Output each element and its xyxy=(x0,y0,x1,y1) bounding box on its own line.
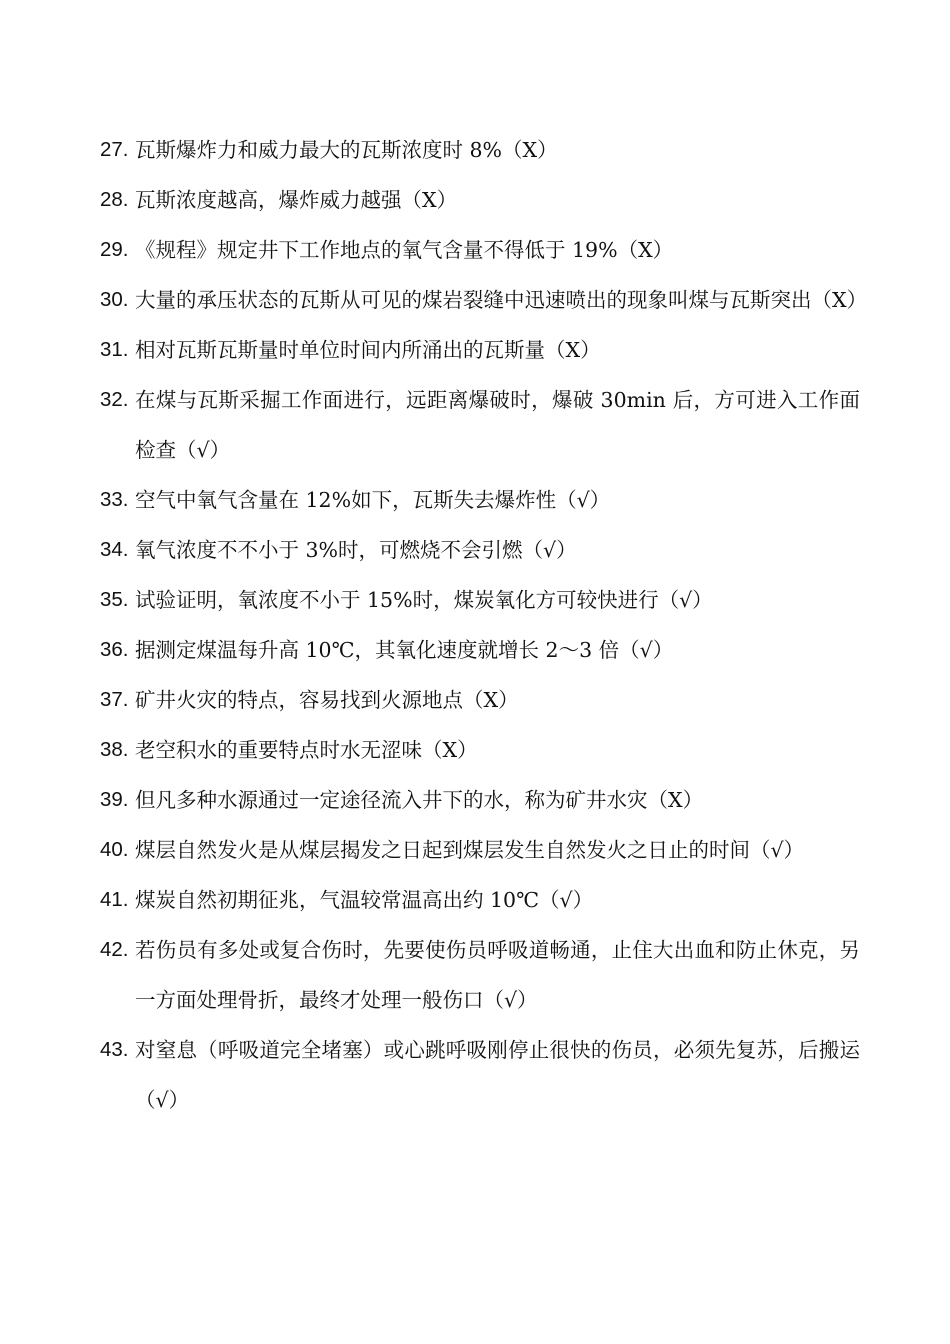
item-text: 但凡多种水源通过一定途径流入井下的水，称为矿井水灾（X） xyxy=(135,788,704,812)
item-number: 42. xyxy=(100,938,129,961)
list-item xyxy=(100,125,860,175)
item-number: 41. xyxy=(100,888,129,911)
list-item xyxy=(100,875,860,925)
item-text: 相对瓦斯瓦斯量时单位时间内所涌出的瓦斯量（X） xyxy=(135,338,601,362)
list-item xyxy=(100,525,860,575)
list-item xyxy=(100,275,868,325)
item-number: 39. xyxy=(100,788,129,811)
list-item xyxy=(100,925,860,1025)
item-number: 43. xyxy=(100,1038,129,1061)
list-item xyxy=(100,725,860,775)
item-text: 大量的承压状态的瓦斯从可见的煤岩裂缝中迅速喷出的现象叫煤与瓦斯突出（X） xyxy=(135,288,868,312)
item-text: 瓦斯浓度越高，爆炸威力越强（X） xyxy=(135,188,458,212)
item-text: 若伤员有多处或复合伤时，先要使伤员呼吸道畅通，止住大出血和防止休克，另一方面处理骨折，最终才处理一般伤口（√） xyxy=(135,938,860,1012)
item-text: 对窒息（呼吸道完全堵塞）或心跳呼吸刚停止很快的伤员，必须先复苏，后搬运（√） xyxy=(135,1038,860,1112)
list-item xyxy=(100,575,860,625)
item-text: 瓦斯爆炸力和威力最大的瓦斯浓度时 8%（X） xyxy=(135,138,558,162)
item-number: 36. xyxy=(100,638,129,661)
item-number: 32. xyxy=(100,388,129,411)
item-number: 38. xyxy=(100,738,129,761)
list-item xyxy=(100,675,860,725)
item-number: 29. xyxy=(100,238,129,261)
item-text: 在煤与瓦斯采掘工作面进行，远距离爆破时，爆破 30min 后，方可进入工作面检查（√） xyxy=(135,388,860,462)
item-text: 空气中氧气含量在 12%如下，瓦斯失去爆炸性（√） xyxy=(135,488,611,512)
item-text: 煤层自然发火是从煤层揭发之日起到煤层发生自然发火之日止的时间（√） xyxy=(135,838,805,862)
list-item xyxy=(100,175,860,225)
list-item xyxy=(100,625,860,675)
item-text: 试验证明，氧浓度不小于 15%时，煤炭氧化方可较快进行（√） xyxy=(135,588,713,612)
item-number: 34. xyxy=(100,538,129,561)
list-item xyxy=(100,475,860,525)
item-number: 33. xyxy=(100,488,129,511)
item-text: 氧气浓度不不小于 3%时，可燃烧不会引燃（√） xyxy=(135,538,577,562)
item-number: 40. xyxy=(100,838,129,861)
item-text: 矿井火灾的特点，容易找到火源地点（X） xyxy=(135,688,519,712)
list-item xyxy=(100,825,860,875)
list-item xyxy=(100,225,860,275)
list-item xyxy=(100,375,860,475)
item-text: 煤炭自然初期征兆，气温较常温高出约 10℃（√） xyxy=(135,888,594,912)
item-text: 据测定煤温每升高 10℃，其氧化速度就增长 2～3 倍（√） xyxy=(135,638,674,662)
item-number: 37. xyxy=(100,688,129,711)
item-text: 老空积水的重要特点时水无涩味（X） xyxy=(135,738,478,762)
item-number: 28. xyxy=(100,188,129,211)
item-number: 30. xyxy=(100,288,129,311)
item-number: 27. xyxy=(100,138,129,161)
list-item xyxy=(100,775,860,825)
item-number: 35. xyxy=(100,588,129,611)
list-item xyxy=(100,1025,860,1125)
item-number: 31. xyxy=(100,338,129,361)
item-text: 《规程》规定井下工作地点的氧气含量不得低于 19%（X） xyxy=(135,238,674,262)
list-item xyxy=(100,325,860,375)
